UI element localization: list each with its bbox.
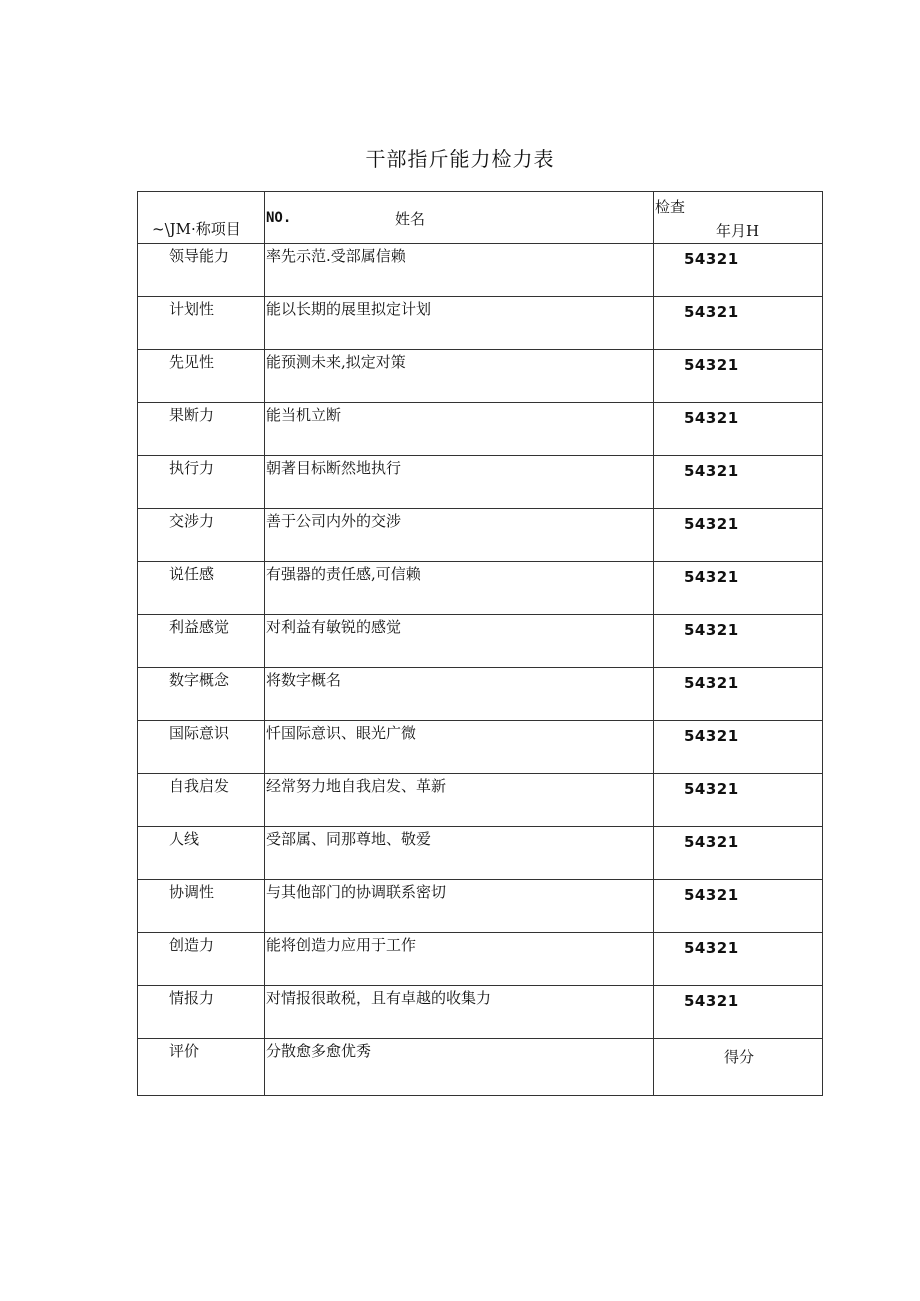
table-row: [138, 827, 823, 880]
item-cell: 交涉力: [138, 509, 265, 562]
item-cell: 领导能力: [138, 244, 265, 297]
item-cell: 说任感: [138, 562, 265, 615]
score-cell: 54321: [654, 297, 823, 350]
description-cell: 能以长期的展里拟定计划: [265, 297, 654, 350]
table-row: [138, 562, 823, 615]
description-cell: 善于公司内外的交涉: [265, 509, 654, 562]
score-cell: 54321: [654, 827, 823, 880]
score-cell: 54321: [654, 933, 823, 986]
header-check-label: 检查: [655, 198, 686, 216]
score-cell: 54321: [654, 403, 823, 456]
item-cell: 情报力: [138, 986, 265, 1039]
description-cell: 与其他部门的协调联系密切: [265, 880, 654, 933]
description-cell: 率先示范.受部属信赖: [265, 244, 654, 297]
item-cell: 协调性: [138, 880, 265, 933]
item-cell: 利益感觉: [138, 615, 265, 668]
table-row: [138, 774, 823, 827]
table-row: [138, 668, 823, 721]
description-cell: 受部属、同那尊地、敬爱: [265, 827, 654, 880]
description-cell: 经常努力地自我启发、革新: [265, 774, 654, 827]
header-no-label: NO.: [266, 210, 292, 226]
item-cell: 数字概念: [138, 668, 265, 721]
score-total-cell: 得分: [654, 1039, 823, 1096]
score-cell: 54321: [654, 456, 823, 509]
score-cell: 54321: [654, 880, 823, 933]
description-cell: 能将创造力应用于工作: [265, 933, 654, 986]
score-cell: 54321: [654, 774, 823, 827]
description-cell: 对利益有敏锐的感觉: [265, 615, 654, 668]
score-cell: 54321: [654, 721, 823, 774]
header-name-cell: [265, 192, 654, 244]
score-cell: 54321: [654, 350, 823, 403]
header-date-label: 年月H: [716, 222, 760, 240]
description-cell: 有强器的责任感,可信赖: [265, 562, 654, 615]
item-cell: 创造力: [138, 933, 265, 986]
evaluation-row: [138, 1039, 823, 1096]
header-corner-label: ~\JM·称项目: [152, 220, 241, 238]
evaluation-label-cell: 评价: [138, 1039, 265, 1096]
description-cell: 将数字概名: [265, 668, 654, 721]
table-row: [138, 615, 823, 668]
description-cell: 能当机立断: [265, 403, 654, 456]
score-cell: 54321: [654, 562, 823, 615]
header-name-label: 姓名: [395, 210, 426, 228]
header-row: [138, 192, 823, 244]
item-cell: 计划性: [138, 297, 265, 350]
description-cell: 对情报很敢税，且有卓越的收集力: [265, 986, 654, 1039]
score-cell: 54321: [654, 615, 823, 668]
table-row: [138, 350, 823, 403]
description-cell: 能预测未来,拟定对策: [265, 350, 654, 403]
item-cell: 国际意识: [138, 721, 265, 774]
table-row: [138, 880, 823, 933]
description-cell: 朝著目标断然地执行: [265, 456, 654, 509]
table-row: [138, 986, 823, 1039]
score-cell: 54321: [654, 244, 823, 297]
table-row: [138, 403, 823, 456]
evaluation-table: [137, 191, 823, 1096]
table-row: [138, 933, 823, 986]
table-row: [138, 456, 823, 509]
table-row: [138, 297, 823, 350]
score-cell: 54321: [654, 986, 823, 1039]
table-row: [138, 509, 823, 562]
item-cell: 人线: [138, 827, 265, 880]
item-cell: 执行力: [138, 456, 265, 509]
item-cell: 自我启发: [138, 774, 265, 827]
evaluation-description-cell: 分散愈多愈优秀: [265, 1039, 654, 1096]
item-cell: 先见性: [138, 350, 265, 403]
table-row: [138, 721, 823, 774]
header-corner-cell: [138, 192, 265, 244]
header-check-cell: [654, 192, 823, 244]
description-cell: 忏国际意识、眼光广微: [265, 721, 654, 774]
item-cell: 果断力: [138, 403, 265, 456]
page-title: 干部指斤能力检力表: [365, 147, 555, 171]
score-cell: 54321: [654, 509, 823, 562]
score-cell: 54321: [654, 668, 823, 721]
table-row: [138, 244, 823, 297]
